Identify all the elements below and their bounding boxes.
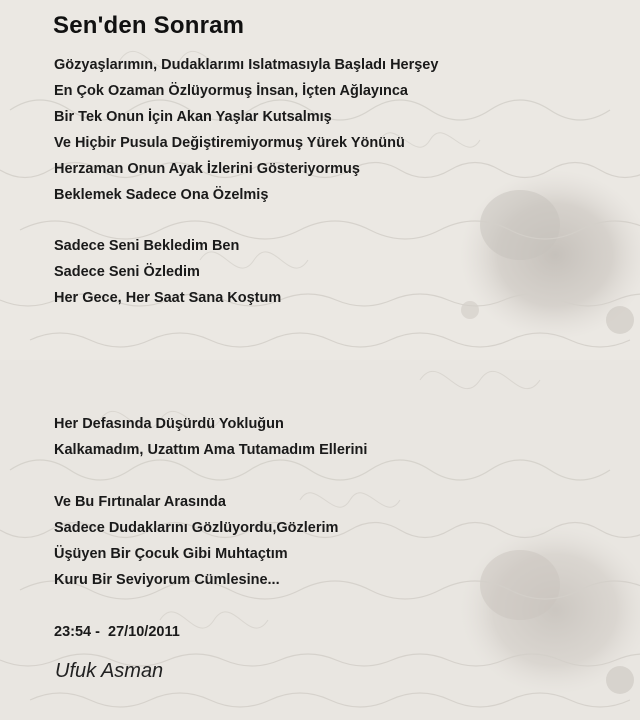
- poem-line: Beklemek Sadece Ona Özelmiş: [54, 187, 269, 203]
- poem-line: Kalkamadım, Uzattım Ama Tutamadım Ellerini: [54, 442, 368, 458]
- poem-date: 23:54 - 27/10/2011: [54, 624, 180, 640]
- poem-author: Ufuk Asman: [55, 660, 164, 682]
- poem-line: Ve Bu Fırtınalar Arasında: [54, 494, 226, 510]
- stanza-2: [54, 233, 281, 311]
- poem-line: Ve Hiçbir Pusula Değiştiremiyormuş Yürek Yönünü: [54, 135, 405, 151]
- poem-line: Sadece Dudaklarını Gözlüyordu,Gözlerim: [54, 520, 339, 536]
- poem-line: Her Defasında Düşürdü Yokluğun: [54, 416, 284, 432]
- stanza-3: [54, 411, 367, 463]
- poem-line: Her Gece, Her Saat Sana Koştum: [54, 290, 282, 306]
- stanza-4: [54, 489, 338, 593]
- poem-line: En Çok Ozaman Özlüyormuş İnsan, İçten Ağlayınca: [54, 83, 408, 99]
- poem-title: Sen'den Sonram: [53, 12, 245, 39]
- stanza-1: [54, 52, 438, 208]
- poem-line: Sadece Seni Özledim: [54, 264, 200, 280]
- poem-line: Üşüyen Bir Çocuk Gibi Muhtaçtım: [54, 546, 288, 562]
- poem-line: Bir Tek Onun İçin Akan Yaşlar Kutsalmış: [54, 109, 332, 125]
- poem-line: Gözyaşlarımın, Dudaklarımı Islatmasıyla Başladı Herşey: [54, 57, 439, 73]
- poem-line: Kuru Bir Seviyorum Cümlesine...: [54, 572, 280, 588]
- poem-line: Herzaman Onun Ayak İzlerini Gösteriyormuş: [54, 161, 360, 177]
- poem-line: Sadece Seni Bekledim Ben: [54, 238, 240, 254]
